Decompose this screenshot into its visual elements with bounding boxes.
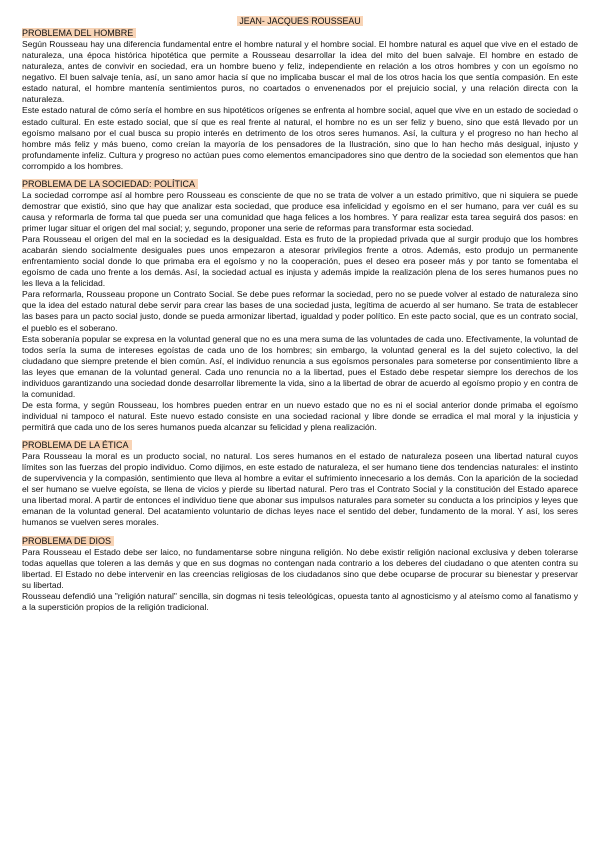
paragraph: Para reformarla, Rousseau propone un Contrato Social. Se debe pues reformar la sociedad, pero no se puede volver al estado de naturaleza sino que la idea del estado natural debe servir para crear las bases de una sociedad justa, legítima de acuerdo al ser humano. Se trata de establecer las bases para un pacto social justo, donde se pueda armonizar libertad, igualdad y poder político. En este pacto social, que es un contrato social, el pueblo es el soberano. bbox=[22, 289, 578, 333]
paragraph: Esta soberanía popular se expresa en la voluntad general que no es una mera suma de las voluntades de cada uno. Efectivamente, la voluntad de todos sería la suma de intereses egoístas de cada uno de los hombres; sin embargo, la voluntad general es la del sujeto colectivo, la del ciudadano que siempre pretende el bien común. Así, el individuo renuncia a sus egoísmos personales para someterse por consentimiento libre a las leyes que emanan de la voluntad general. Cada uno renuncia no a la libertad, pues el Estado debe respetar siempre los derechos de los individuos garantizando una sociedad donde desarrollar libremente la vida, sino a la libertad de obrar de acuerdo al egoísmo propio y en contra de la comunidad. bbox=[22, 333, 578, 399]
section-dios bbox=[22, 536, 578, 613]
paragraph: Rousseau defendió una "religión natural" sencilla, sin dogmas ni tesis teleológicas, opuesta tanto al agnosticismo y al ateísmo como al fanatismo y a la superstición propios de la religión tradicional. bbox=[22, 590, 578, 612]
paragraph: Para Rousseau el Estado debe ser laico, no fundamentarse sobre ninguna religión. No debe existir religión nacional exclusiva y deben tolerarse todas aquellas que toleren a las demás y que en sus dogmas no contengan nada contrario a los deberes del ciudadano o que atenten contra su libertad. El Estado no debe intervenir en las creencias religiosas de los ciudadanos sino que debe ocuparse de procurar su bienestar y preservar su libertad. bbox=[22, 546, 578, 590]
section-heading: PROBLEMA DE LA ÉTICA bbox=[22, 440, 578, 451]
paragraph: Para Rousseau la moral es un producto social, no natural. Los seres humanos en el estado de naturaleza poseen una libertad natural cuyos límites son las fuerzas del propio individuo. Como dijimos, en este estado de naturaleza, el ser humano tiene dos tendencias naturales: el instinto de supervivencia y la compasión, sentimiento que lleva al hombre a evitar el sufrimiento innecesario a los demás. Con la aparición de la sociedad el ser humano se vuelve egoísta, se llena de vicios y pierde su libertad natural. Pero tras el Contrato Social y la constitución del Estado aparece una libertad moral. A partir de entonces el individuo tiene que abonar sus impulsos naturales para someter su conducta a los principios y leyes que emanan de la voluntad general. Del acatamiento voluntario de dichas leyes nace el sentido del deber, fundamento de la moral. Y así, los seres humanos se vuelven seres morales. bbox=[22, 451, 578, 528]
section-heading: PROBLEMA DE LA SOCIEDAD: POLÍTICA bbox=[22, 179, 578, 190]
section-etica bbox=[22, 440, 578, 529]
paragraph: De esta forma, y según Rousseau, los hombres pueden entrar en un nuevo estado que no es ni el social anterior donde primaba el egoísmo individual ni tampoco el natural. Este nuevo estado consiste en una sociedad racional y libre donde se erradica el mal moral y la injusticia y permitirá que cada uno de los seres humanos pueda alcanzar su felicidad y plena realización. bbox=[22, 399, 578, 432]
section-heading: PROBLEMA DEL HOMBRE bbox=[22, 28, 578, 39]
paragraph: Para Rousseau el origen del mal en la sociedad es la desigualdad. Esta es fruto de la propiedad privada que al surgir produjo que los hombres acabarán siendo socialmente desiguales pues unos empezaron a atesorar privilegios frente a otros. Además, esto produjo un permanente enfrentamiento social donde lo que primaba era el egoísmo y no la cooperación, pues el deseo era poseer más y por tanto se fomentaba el egoísmo de cada uno frente a los demás. Así, la sociedad actual es injusta y además impide la realización plena de los seres humanos pues no les lleva a la felicidad. bbox=[22, 234, 578, 289]
paragraph: Según Rousseau hay una diferencia fundamental entre el hombre natural y el hombre social. El hombre natural es aquel que vive en el estado de naturaleza, una época histórica hipotética que permite a Rousseau desarrollar la idea del mito del buen salvaje. El hombre en estado de naturaleza, antes de convivir en sociedad, era un hombre bueno y feliz, independiente en relación a los otros hombres y con un egoísmo no negativo. El buen salvaje tenía, así, un sano amor hacia sí que no implicaba buscar el mal de los otros hacia los que sentía compasión. En este estado natural, el hombre mantenía sentimientos puros, no coartados o envenenados por el prejuicio social, y una relación directa con la naturaleza. bbox=[22, 39, 578, 105]
section-heading: PROBLEMA DE DIOS bbox=[22, 536, 578, 547]
document-title: JEAN- JACQUES ROUSSEAU bbox=[239, 16, 361, 26]
section-sociedad bbox=[22, 179, 578, 433]
section-hombre bbox=[22, 28, 578, 172]
paragraph: Este estado natural de cómo sería el hombre en sus hipotéticos orígenes se enfrenta al hombre social, aquel que vive en un estado de sociedad o estado cultural. En este estado social, que sí que es real frente al natural, el hombre no es un ser feliz y bueno, sino que está llevado por un egoísmo malsano por el cual busca su propio interés en detrimento de los otros seres humanos. Así, la cultura y el progreso no han hecho al hombre más feliz y más bueno, como creían la mayoría de los pensadores de la Ilustración, sino que lo han hecho más desigual, injusto y profundamente infeliz. Cultura y progreso no actúan pues como elementos emancipadores sino que dentro de la sociedad son elementos que han corrompido a los hombres. bbox=[22, 105, 578, 171]
paragraph: La sociedad corrompe así al hombre pero Rousseau es consciente de que no se trata de volver a un estado primitivo, que ni siquiera se puede demostrar que existió, sino que hay que analizar esta sociedad, que produce esa infelicidad y egoísmo en el ser humano, para ver cuál es su causa y reformarla de forma tal que pueda ser una comunidad que haga felices a los hombres. Y para realizar esta tarea seguirá dos pasos: en primer lugar situar el origen del mal social; y, segundo, proponer una serie de reformas para transformar esta sociedad. bbox=[22, 189, 578, 234]
